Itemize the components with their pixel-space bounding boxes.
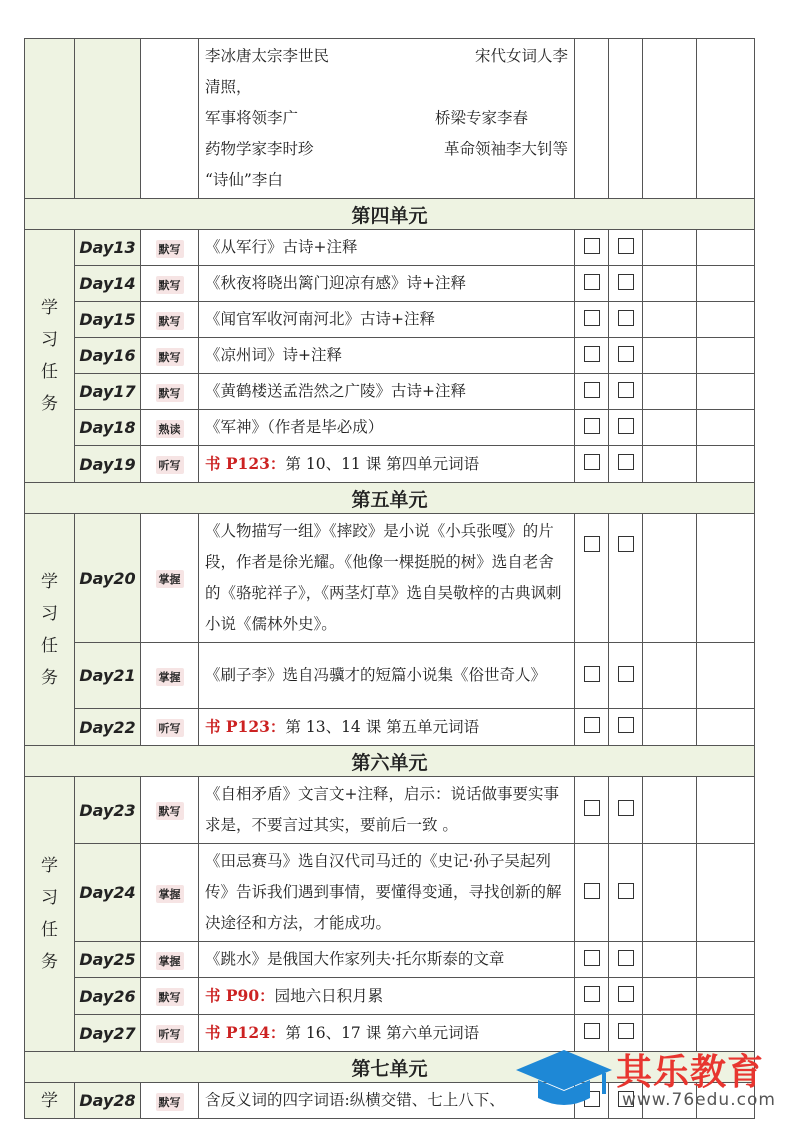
checkbox[interactable]	[584, 950, 600, 966]
checkbox[interactable]	[584, 800, 600, 816]
task-content: 书 P123：第 13、14 课 第五单元词语	[199, 709, 575, 746]
table-row	[25, 514, 755, 643]
day-label: Day21	[75, 643, 141, 709]
day-label: Day19	[75, 446, 141, 483]
task-type-tag: 听写	[156, 719, 184, 737]
unit-header-6: 第六单元	[25, 746, 755, 777]
checkbox[interactable]	[618, 717, 634, 733]
table-row	[25, 777, 755, 844]
checkbox[interactable]	[618, 883, 634, 899]
task-type-tag: 听写	[156, 456, 184, 474]
checkbox[interactable]	[584, 418, 600, 434]
checkbox[interactable]	[584, 883, 600, 899]
checkbox[interactable]	[584, 382, 600, 398]
day-label: Day13	[75, 230, 141, 266]
task-type-tag: 掌握	[156, 952, 184, 970]
table-row	[25, 338, 755, 374]
task-content: 《凉州词》诗+注释	[199, 338, 575, 374]
table-row	[25, 978, 755, 1015]
checkbox[interactable]	[584, 536, 600, 552]
checkbox[interactable]	[618, 666, 634, 682]
task-type-tag: 默写	[156, 276, 184, 294]
checkbox[interactable]	[618, 238, 634, 254]
task-content: 书 P124：第 16、17 课 第六单元词语	[199, 1015, 575, 1052]
task-type-tag: 默写	[156, 384, 184, 402]
checkbox[interactable]	[618, 986, 634, 1002]
study-plan-table	[24, 38, 755, 1119]
task-content: 《刷子李》选自冯骥才的短篇小说集《俗世奇人》	[199, 643, 575, 709]
task-type-tag: 掌握	[156, 570, 184, 588]
checkbox[interactable]	[584, 454, 600, 470]
day-label: Day23	[75, 777, 141, 844]
book-page-ref: 书 P124：	[205, 1023, 286, 1042]
graduation-cap-icon	[514, 1044, 614, 1114]
checkbox[interactable]	[584, 238, 600, 254]
task-type-tag: 掌握	[156, 885, 184, 903]
task-label: 学习任务	[25, 514, 75, 746]
task-type-tag: 默写	[156, 240, 184, 258]
task-type-tag: 默写	[156, 312, 184, 330]
table-row	[25, 709, 755, 746]
day-cell	[75, 39, 141, 199]
checkbox[interactable]	[618, 950, 634, 966]
task-content: 含反义词的四字词语:纵横交错、七上八下、	[199, 1083, 575, 1119]
checkbox[interactable]	[618, 536, 634, 552]
day-label: Day18	[75, 410, 141, 446]
tag-cell	[141, 39, 199, 199]
unit-header-5: 第五单元	[25, 483, 755, 514]
task-type-tag: 听写	[156, 1025, 184, 1043]
table-row	[25, 374, 755, 410]
task-content: 《军神》（作者是毕必成）	[199, 410, 575, 446]
day-label: Day28	[75, 1083, 141, 1119]
unit-header-4: 第四单元	[25, 199, 755, 230]
task-content: 《闻官军收河南河北》古诗+注释	[199, 302, 575, 338]
checkbox[interactable]	[618, 800, 634, 816]
day-label: Day24	[75, 844, 141, 942]
task-label: 学	[25, 1083, 75, 1119]
task-label: 学习任务	[25, 777, 75, 1052]
checkbox[interactable]	[618, 382, 634, 398]
table-row	[25, 39, 755, 199]
day-label: Day14	[75, 266, 141, 302]
task-content: 《从军行》古诗+注释	[199, 230, 575, 266]
day-label: Day16	[75, 338, 141, 374]
task-type-tag: 默写	[156, 988, 184, 1006]
brand-url: www.76edu.com	[622, 1090, 776, 1110]
task-type-tag: 默写	[156, 1093, 184, 1111]
checkbox[interactable]	[584, 310, 600, 326]
task-content: 《自相矛盾》文言文+注释，启示：说话做事要实事求是，不要言过其实，要前后一致 。	[199, 777, 575, 844]
table-row	[25, 643, 755, 709]
checkbox[interactable]	[584, 986, 600, 1002]
famous-people-content: 李冰唐太宗李世民 宋代女词人李 清照， 军事将领李广 桥梁专家李春 药物学家李时珍 革命领袖李大钊等 “诗仙”李白	[199, 39, 575, 199]
task-type-tag: 熟读	[156, 420, 184, 438]
day-label: Day15	[75, 302, 141, 338]
checkbox[interactable]	[618, 346, 634, 362]
table-row	[25, 302, 755, 338]
task-content: 《田忌赛马》选自汉代司马迁的《史记·孙子吴起列传》告诉我们遇到事情，要懂得变通，寻找创新的解决途径和方法，才能成功。	[199, 844, 575, 942]
checkbox[interactable]	[584, 666, 600, 682]
task-content: 《黄鹤楼送孟浩然之广陵》古诗+注释	[199, 374, 575, 410]
table-row	[25, 844, 755, 942]
task-cell	[25, 39, 75, 199]
task-type-tag: 默写	[156, 348, 184, 366]
task-content: 书 P123：第 10、11 课 第四单元词语	[199, 446, 575, 483]
day-label: Day22	[75, 709, 141, 746]
checkbox[interactable]	[618, 274, 634, 290]
table-row	[25, 410, 755, 446]
checkbox[interactable]	[584, 274, 600, 290]
day-label: Day20	[75, 514, 141, 643]
day-label: Day27	[75, 1015, 141, 1052]
book-page-ref: 书 P123：	[205, 454, 286, 473]
day-label: Day25	[75, 942, 141, 978]
table-row	[25, 230, 755, 266]
checkbox[interactable]	[584, 346, 600, 362]
table-row	[25, 942, 755, 978]
checkbox[interactable]	[584, 717, 600, 733]
watermark-logo	[514, 1036, 790, 1116]
checkbox[interactable]	[618, 454, 634, 470]
task-type-tag: 掌握	[156, 668, 184, 686]
unit-header-7: 第七单元	[25, 1052, 755, 1083]
task-content: 《跳水》是俄国大作家列夫·托尔斯泰的文章	[199, 942, 575, 978]
checkbox[interactable]	[618, 418, 634, 434]
book-page-ref: 书 P90：	[205, 986, 275, 1005]
task-content: 《人物描写一组》《摔跤》是小说《小兵张嘎》的片段，作者是徐光耀。《他像一棵挺脱的树》选自老舍的《骆驼祥子》，《两茎灯草》选自吴敬梓的古典讽刺小说《儒林外史》。	[199, 514, 575, 643]
checkbox[interactable]	[618, 310, 634, 326]
day-label: Day17	[75, 374, 141, 410]
task-label: 学习任务	[25, 230, 75, 483]
day-label: Day26	[75, 978, 141, 1015]
book-page-ref: 书 P123：	[205, 717, 286, 736]
table-row	[25, 266, 755, 302]
table-row	[25, 446, 755, 483]
task-type-tag: 默写	[156, 802, 184, 820]
task-content: 书 P90：园地六日积月累	[199, 978, 575, 1015]
task-content: 《秋夜将晓出篱门迎凉有感》诗+注释	[199, 266, 575, 302]
brand-name: 其乐教育	[616, 1052, 765, 1093]
